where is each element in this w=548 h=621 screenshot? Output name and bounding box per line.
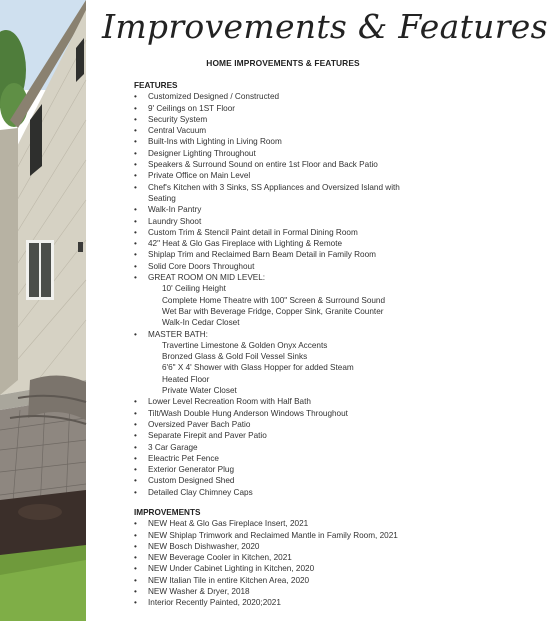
list-item-continuation: Seating <box>148 193 176 203</box>
list-item: • GREAT ROOM ON MID LEVEL: <box>134 272 474 283</box>
features-list-cont3 <box>134 396 474 498</box>
list-item: • Oversized Paver Bach Patio <box>134 419 474 430</box>
list-item: • NEW Under Cabinet Lighting in Kitchen, 2020 <box>134 563 474 574</box>
list-item: • Chef's Kitchen with 3 Sinks, SS Appliances and Oversized Island with <box>134 182 474 193</box>
list-item: • 42" Heat & Glo Gas Fireplace with Lighting & Remote <box>134 238 474 249</box>
list-item: • Exterior Generator Plug <box>134 464 474 475</box>
list-item: • Speakers & Surround Sound on entire 1st Floor and Back Patio <box>134 159 474 170</box>
list-item: • Custom Trim & Stencil Paint detail in Formal Dining Room <box>134 227 474 238</box>
sub-item: Bronzed Glass & Gold Foil Vessel Sinks <box>162 352 308 362</box>
list-item: • Private Office on Main Level <box>134 170 474 181</box>
list-item: • Detailed Clay Chimney Caps <box>134 487 474 498</box>
page-subtitle: HOME IMPROVEMENTS & FEATURES <box>206 58 360 68</box>
list-item: • Security System <box>134 114 474 125</box>
sub-item: Wet Bar with Beverage Fridge, Copper Sink, Granite Counter <box>162 306 384 316</box>
list-item: • Eleactric Pet Fence <box>134 453 474 464</box>
sub-item: Walk-In Cedar Closet <box>162 318 240 328</box>
list-item: • Interior Recently Painted, 2020;2021 <box>134 597 474 608</box>
sub-item: 10' Ceiling Height <box>162 284 226 294</box>
list-item: • NEW Bosch Dishwasher, 2020 <box>134 541 474 552</box>
list-item: • NEW Italian Tile in entire Kitchen Area, 2020 <box>134 575 474 586</box>
sub-item: Private Water Closet <box>162 386 237 396</box>
list-item: • NEW Beverage Cooler in Kitchen, 2021 <box>134 552 474 563</box>
features-heading: FEATURES <box>134 81 178 90</box>
list-item: • 9' Ceilings on 1ST Floor <box>134 103 474 114</box>
sub-item: Travertine Limestone & Golden Onyx Accents <box>162 340 328 350</box>
list-item: • Walk-In Pantry <box>134 204 474 215</box>
list-item: • NEW Washer & Dryer, 2018 <box>134 586 474 597</box>
content-panel <box>86 0 548 621</box>
improvements-heading: IMPROVEMENTS <box>134 507 201 517</box>
list-item: • Designer Lighting Throughout <box>134 148 474 159</box>
list-item: • Solid Core Doors Throughout <box>134 261 474 272</box>
house-exterior-photo <box>0 0 86 621</box>
sub-item: Complete Home Theatre with 100" Screen & Surround Sound <box>162 295 386 305</box>
list-item: • NEW Heat & Glo Gas Fireplace Insert, 2021 <box>134 518 474 529</box>
list-item: • Separate Firepit and Paver Patio <box>134 430 474 441</box>
list-item: • Central Vacuum <box>134 125 474 136</box>
features-list <box>134 91 474 193</box>
list-item: • Customized Designed / Constructed <box>134 91 474 102</box>
list-item: • Laundry Shoot <box>134 216 474 227</box>
list-item: • 3 Car Garage <box>134 442 474 453</box>
list-item: • Lower Level Recreation Room with Half Bath <box>134 396 474 407</box>
list-item: • NEW Shiplap Trimwork and Reclaimed Mantle in Family Room, 2021 <box>134 530 474 541</box>
improvements-list <box>134 518 474 608</box>
section-gap <box>134 498 474 507</box>
sub-item: Heated Floor <box>162 374 210 384</box>
sub-item: 6'6" X 4' Shower with Glass Hopper for added Steam <box>162 363 354 373</box>
list-item: • Custom Designed Shed <box>134 475 474 486</box>
list-item: • Shiplap Trim and Reclaimed Barn Beam Detail in Family Room <box>134 249 474 260</box>
list-item: • Tilt/Wash Double Hung Anderson Windows Throughout <box>134 408 474 419</box>
list-item: • MASTER BATH: <box>134 329 474 340</box>
features-list-cont2 <box>134 329 474 340</box>
page-title: Improvements & Features <box>102 7 548 46</box>
features-list-cont <box>134 204 474 283</box>
features-list-wrap <box>134 80 474 609</box>
list-item: • Built-Ins with Lighting in Living Room <box>134 136 474 147</box>
